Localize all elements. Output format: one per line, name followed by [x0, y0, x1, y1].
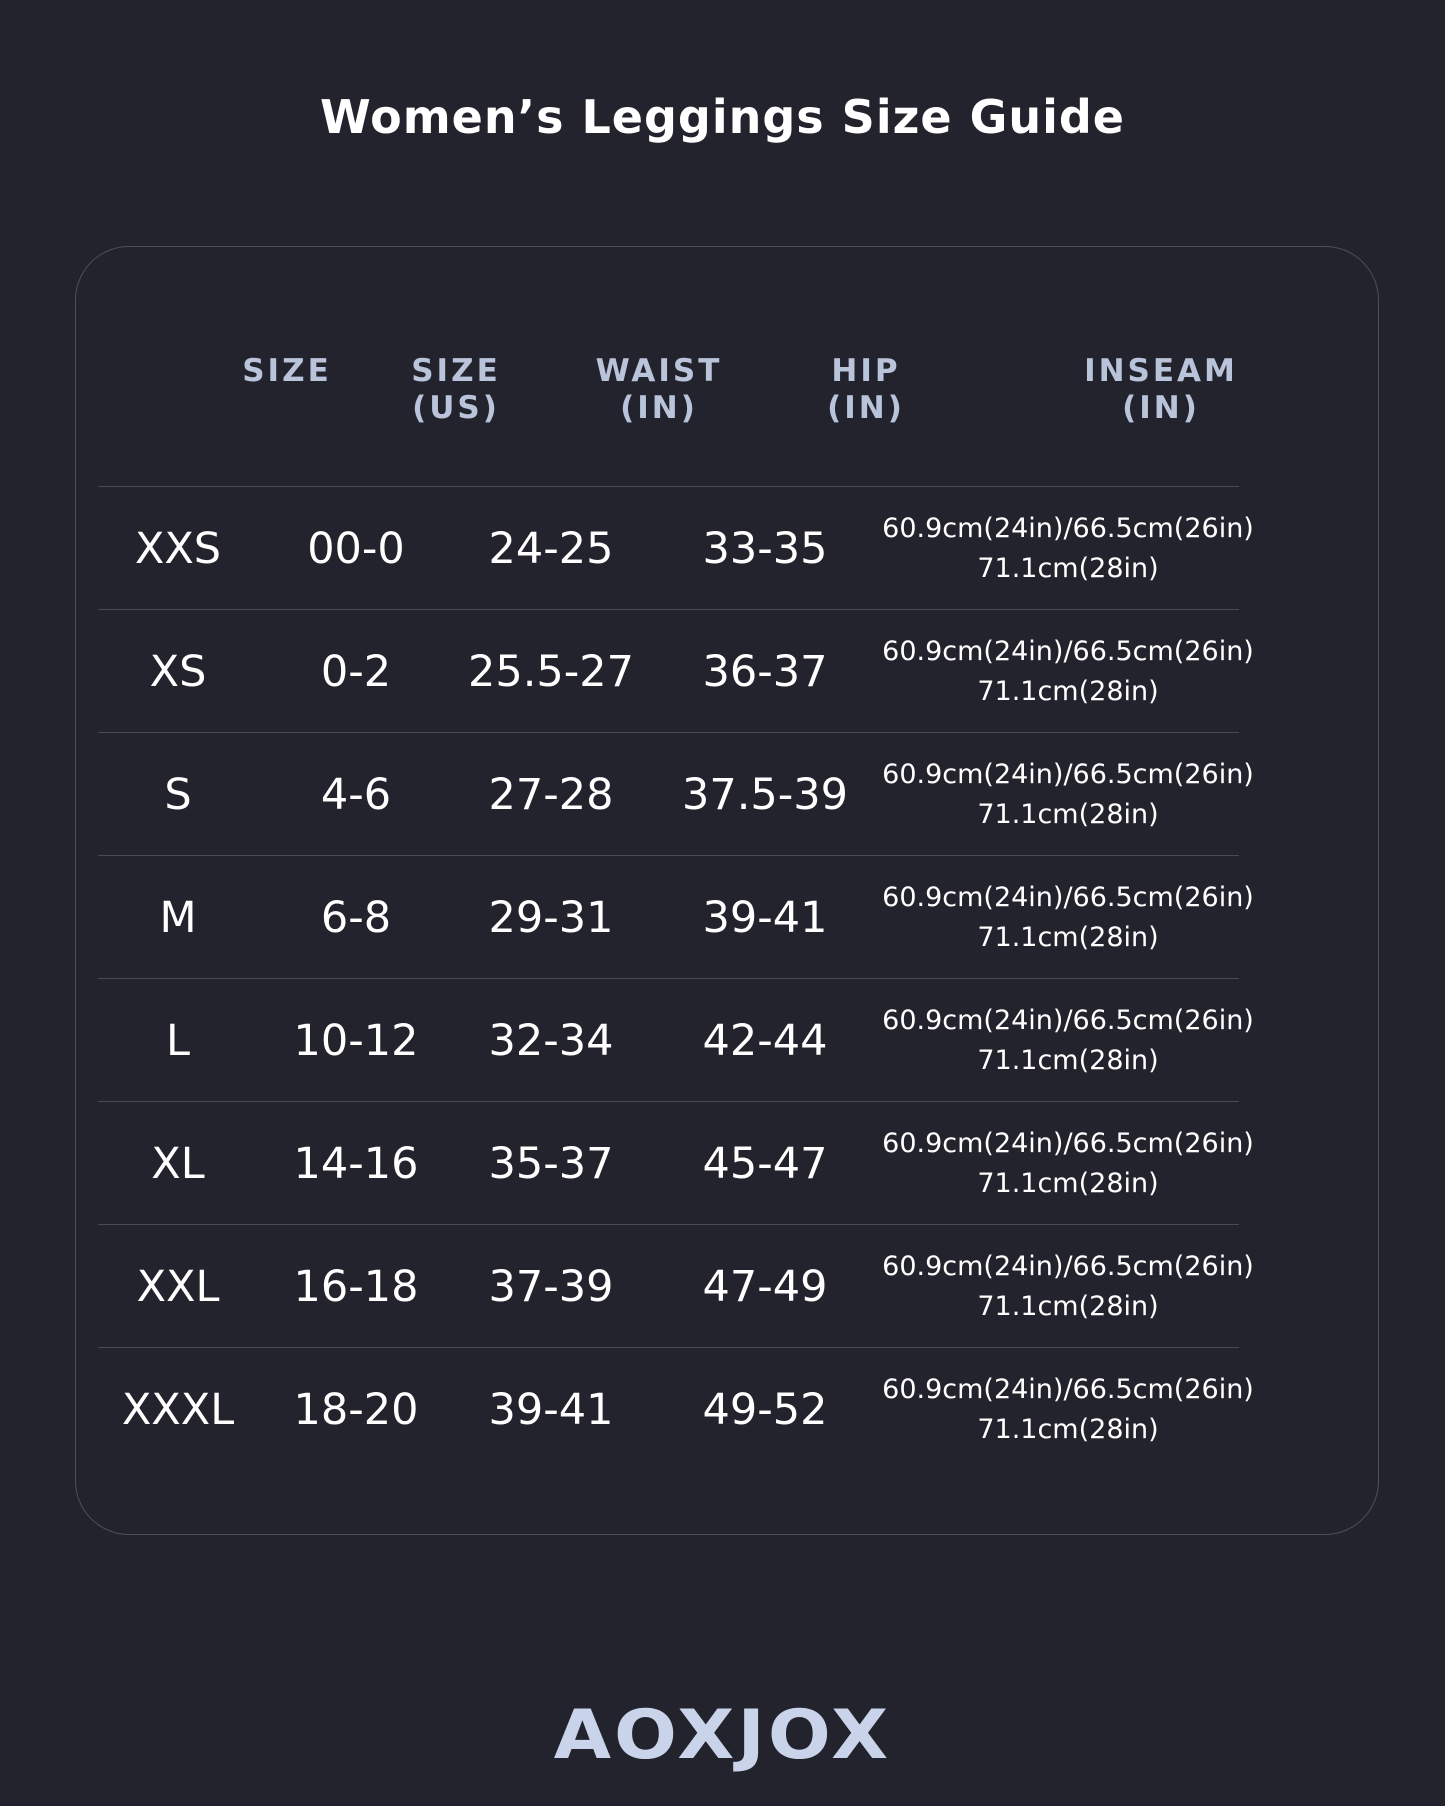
- page-title: Women’s Leggings Size Guide: [320, 90, 1125, 144]
- table-row: [98, 1101, 1254, 1224]
- cell-inseam: [868, 1102, 1268, 1225]
- cell-waist: 32-34: [488, 1015, 614, 1066]
- cell-us: 10-12: [293, 1015, 419, 1066]
- cell-hip: 37.5-39: [682, 769, 848, 820]
- cell-size: XXL: [136, 1261, 220, 1312]
- inseam-line-2: 71.1cm(28in): [977, 1167, 1159, 1199]
- cell-waist: 29-31: [488, 892, 614, 943]
- inseam-line-2: 71.1cm(28in): [977, 552, 1159, 584]
- inseam-line-2: 71.1cm(28in): [977, 1290, 1159, 1322]
- table-row: [98, 732, 1254, 855]
- table-row: [98, 609, 1254, 732]
- cell-hip: 33-35: [702, 523, 828, 574]
- cell-size: XXXL: [121, 1384, 235, 1435]
- cell-hip: 36-37: [702, 646, 828, 697]
- header-size-us: SIZE (US): [411, 353, 501, 426]
- table-row: [98, 486, 1254, 609]
- cell-size: M: [159, 892, 197, 943]
- cell-waist: 35-37: [488, 1138, 614, 1189]
- inseam-line-2: 71.1cm(28in): [977, 675, 1159, 707]
- brand-logo: AOXJOX: [553, 1695, 892, 1775]
- cell-inseam: [868, 979, 1268, 1102]
- header-size: SIZE: [242, 353, 332, 389]
- header-inseam: INSEAM (IN): [1084, 353, 1238, 426]
- cell-hip: 47-49: [702, 1261, 828, 1312]
- cell-waist: 39-41: [488, 1384, 614, 1435]
- cell-waist: 27-28: [488, 769, 614, 820]
- inseam-line-2: 71.1cm(28in): [977, 798, 1159, 830]
- cell-us: 6-8: [320, 892, 392, 943]
- header-hip: HIP (IN): [827, 353, 905, 426]
- inseam-line-1: 60.9cm(24in)/66.5cm(26in): [882, 1004, 1254, 1036]
- cell-waist: 24-25: [488, 523, 614, 574]
- cell-inseam: [868, 1348, 1268, 1471]
- inseam-line-2: 71.1cm(28in): [977, 921, 1159, 953]
- table-row: [98, 1224, 1254, 1347]
- cell-size: S: [164, 769, 192, 820]
- cell-size: L: [166, 1015, 190, 1066]
- inseam-line-1: 60.9cm(24in)/66.5cm(26in): [882, 881, 1254, 913]
- cell-us: 14-16: [293, 1138, 419, 1189]
- cell-us: 16-18: [293, 1261, 419, 1312]
- table-row: [98, 978, 1254, 1101]
- inseam-line-2: 71.1cm(28in): [977, 1413, 1159, 1445]
- table-row: [98, 855, 1254, 978]
- cell-us: 18-20: [293, 1384, 419, 1435]
- cell-inseam: [868, 733, 1268, 856]
- inseam-line-1: 60.9cm(24in)/66.5cm(26in): [882, 1373, 1254, 1405]
- cell-waist: 37-39: [488, 1261, 614, 1312]
- cell-inseam: [868, 1225, 1268, 1348]
- inseam-line-1: 60.9cm(24in)/66.5cm(26in): [882, 1250, 1254, 1282]
- cell-hip: 49-52: [702, 1384, 828, 1435]
- cell-us: 00-0: [307, 523, 405, 574]
- inseam-line-2: 71.1cm(28in): [977, 1044, 1159, 1076]
- inseam-line-1: 60.9cm(24in)/66.5cm(26in): [882, 635, 1254, 667]
- inseam-line-1: 60.9cm(24in)/66.5cm(26in): [882, 512, 1254, 544]
- cell-waist: 25.5-27: [468, 646, 634, 697]
- cell-hip: 42-44: [702, 1015, 828, 1066]
- cell-inseam: [868, 610, 1268, 733]
- cell-inseam: [868, 487, 1268, 610]
- cell-hip: 39-41: [702, 892, 828, 943]
- cell-hip: 45-47: [702, 1138, 828, 1189]
- cell-size: XS: [149, 646, 207, 697]
- table-row: [98, 1347, 1254, 1470]
- inseam-line-1: 60.9cm(24in)/66.5cm(26in): [882, 1127, 1254, 1159]
- cell-size: XL: [151, 1138, 205, 1189]
- inseam-line-1: 60.9cm(24in)/66.5cm(26in): [882, 758, 1254, 790]
- cell-size: XXS: [134, 523, 222, 574]
- header-waist: WAIST (IN): [595, 353, 723, 426]
- cell-inseam: [868, 856, 1268, 979]
- cell-us: 0-2: [320, 646, 392, 697]
- cell-us: 4-6: [320, 769, 392, 820]
